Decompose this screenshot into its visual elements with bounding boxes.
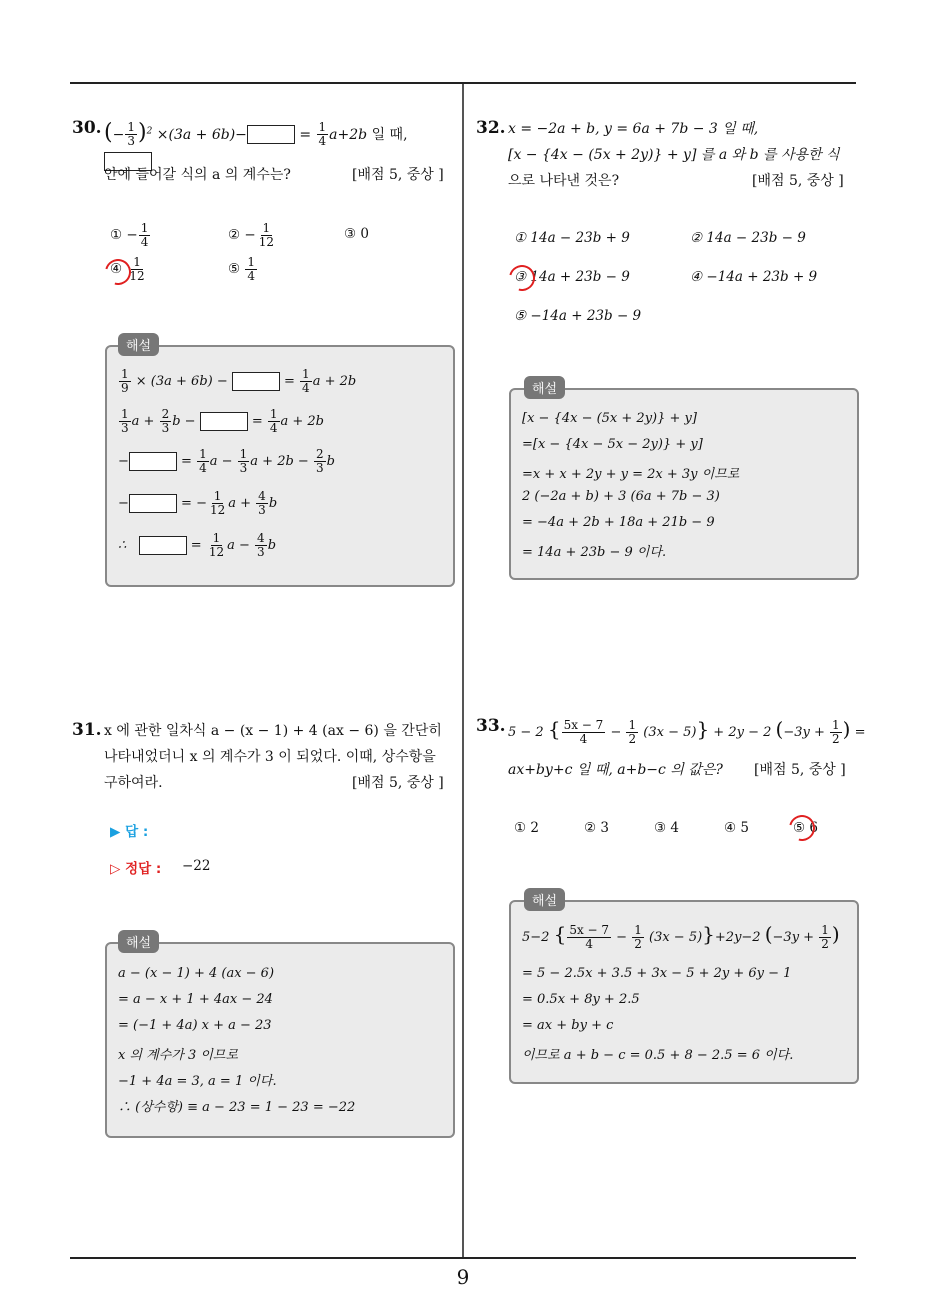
q31-sol-line-1: a − (x − 1) + 4 (ax − 6) <box>118 966 275 981</box>
q33-option-1[interactable]: ① 2 <box>514 820 539 836</box>
q33-option-5[interactable]: ⑤ 6 <box>793 820 818 836</box>
q33-sol-line-5: 이므로 a + b − c = 0.5 + 8 − 2.5 = 6 이다. <box>522 1048 794 1063</box>
q32-sol-line-6: = 14a + 23b − 9 이다. <box>522 545 667 560</box>
q30-option-3[interactable]: ③ 0 <box>344 226 369 242</box>
q32-option-1[interactable]: ① 14a − 23b + 9 <box>514 230 630 246</box>
q30-sol-line-4: − = − $\frac{1}{12}$ a + $\frac{4}{3}$ b <box>118 489 278 517</box>
q33-number: 33. <box>476 716 506 736</box>
q32-option-2[interactable]: ② 14a − 23b − 9 <box>690 230 806 246</box>
q33-sol-line-4: = ax + by + c <box>522 1018 614 1033</box>
q32-sol-line-2: =[x − {4x − 5x − 2y)} + y] <box>522 437 703 452</box>
q31-sol-line-2: = a − x + 1 + 4ax − 24 <box>118 992 273 1007</box>
column-divider <box>462 84 464 1259</box>
page-number: 9 <box>456 1265 470 1289</box>
q31-sol-line-6: ∴ (상수항) ≡ a − 23 = 1 − 23 = −22 <box>118 1100 356 1115</box>
q32-line3: 으로 나타낸 것은? <box>508 173 620 189</box>
q31-correct-label: ▷ 정답 : <box>110 861 162 877</box>
q30-option-4[interactable]: ④ $\frac{1}{12}$ <box>110 255 145 283</box>
q31-line1: x 에 관한 일차식 a − (x − 1) + 4 (ax − 6) 을 간단히 <box>104 723 442 739</box>
q31-line2: 나타내었더니 x 의 계수가 3 이 되었다. 이때, 상수항을 <box>104 749 436 765</box>
q30-option-5[interactable]: ⑤ $\frac{1}{4}$ <box>228 255 256 283</box>
q30-option-2[interactable]: ② − $\frac{1}{12}$ <box>228 221 274 249</box>
q33-answer-mark <box>784 810 820 846</box>
q31-meta: [배점 5, 중상 ] <box>352 775 444 791</box>
q31-number: 31. <box>72 720 102 740</box>
bottom-rule <box>70 1257 856 1259</box>
q30-line2: 안에 들어갈 식의 a 의 계수는? <box>104 167 291 183</box>
q30-sol-line-1: $\frac{1}{9}$ × (3a + 6b) − = $\frac{1}{4}$ a + 2b <box>121 367 357 395</box>
q32-sol-line-5: = −4a + 2b + 18a + 21b − 9 <box>522 515 715 530</box>
q30-number: 30. <box>72 118 102 138</box>
q32-sol-line-1: [x − {4x − (5x + 2y)} + y] <box>522 411 697 426</box>
q33-sol-line-2: = 5 − 2.5x + 3.5 + 3x − 5 + 2y + 6y − 1 <box>522 966 792 981</box>
q32-sol-line-4: 2 (−2a + b) + 3 (6a + 7b − 3) <box>522 489 720 504</box>
q32-solution-tag: 해설 <box>524 376 565 399</box>
q31-line3: 구하여라. <box>104 775 163 791</box>
q31-solution-tag: 해설 <box>118 930 159 953</box>
q33-option-3[interactable]: ③ 4 <box>654 820 679 836</box>
q33-option-4[interactable]: ④ 5 <box>724 820 749 836</box>
q31-sol-line-3: = (−1 + 4a) x + a − 23 <box>118 1018 272 1033</box>
q33-sol-line-1: 5−2 { $\frac{5x - 7}{4}$ − $\frac{1}{2}$ (3x − 5)}+2y−2 (−3y + $\frac{1}{2}$ ) <box>522 922 840 951</box>
q31-correct-value: −22 <box>182 858 211 874</box>
q33-line2: ax+by+c 일 때, a+b−c 의 값은? <box>508 762 723 778</box>
q32-option-5[interactable]: ⑤ −14a + 23b − 9 <box>514 308 642 324</box>
q32-option-3[interactable]: ③ 14a + 23b − 9 <box>514 269 630 285</box>
q30-sol-line-3: − = $\frac{1}{4}$ a − $\frac{1}{3}$ a + 2b − $\frac{2}{3}$ b <box>118 447 335 475</box>
q32-line1: x = −2a + b, y = 6a + 7b − 3 일 때, <box>508 121 759 137</box>
q32-line2: [x − {4x − (5x + 2y)} + y] 를 a 와 b 를 사용한 식 <box>508 147 840 163</box>
q33-meta: [배점 5, 중상 ] <box>754 762 846 778</box>
q30-option-1[interactable]: ① − $\frac{1}{4}$ <box>110 221 149 249</box>
q32-number: 32. <box>476 118 506 138</box>
q30-solution-tag: 해설 <box>118 333 159 356</box>
q30-meta: [배점 5, 중상 ] <box>352 167 444 183</box>
q32-option-4[interactable]: ④ −14a + 23b + 9 <box>690 269 818 285</box>
q33-sol-line-3: = 0.5x + 8y + 2.5 <box>522 992 640 1007</box>
q31-answer-label: ▶ 답 : <box>110 824 149 840</box>
q30-sol-line-5: ∴ = $\frac{1}{12}$ a − $\frac{4}{3}$ b <box>118 531 277 559</box>
q30-blank-box <box>247 125 295 144</box>
q33-solution-tag: 해설 <box>524 888 565 911</box>
q30-expression: (− $\frac{1}{3}$ )$^2$ ×(3a + 6b)− = $\frac{1}{4}$ a+2b 일 때, <box>104 127 408 170</box>
q33-option-2[interactable]: ② 3 <box>584 820 609 836</box>
q33-line1: 5 − 2 { $\frac{5x - 7}{4}$ − $\frac{1}{2}$ (3x − 5)} + 2y − 2 (−3y + $\frac{1}{2}$ ) = <box>508 717 866 746</box>
q31-sol-line-4: x 의 계수가 3 이므로 <box>118 1048 239 1063</box>
q32-meta: [배점 5, 중상 ] <box>752 173 844 189</box>
q32-sol-line-3: =x + x + 2y + y = 2x + 3y 이므로 <box>522 467 740 482</box>
q31-sol-line-5: −1 + 4a = 3, a = 1 이다. <box>118 1074 277 1089</box>
q30-sol-line-2: $\frac{1}{3}$ a + $\frac{2}{3}$ b − = $\frac{1}{4}$ a + 2b <box>121 407 325 435</box>
q32-answer-mark <box>504 260 540 296</box>
